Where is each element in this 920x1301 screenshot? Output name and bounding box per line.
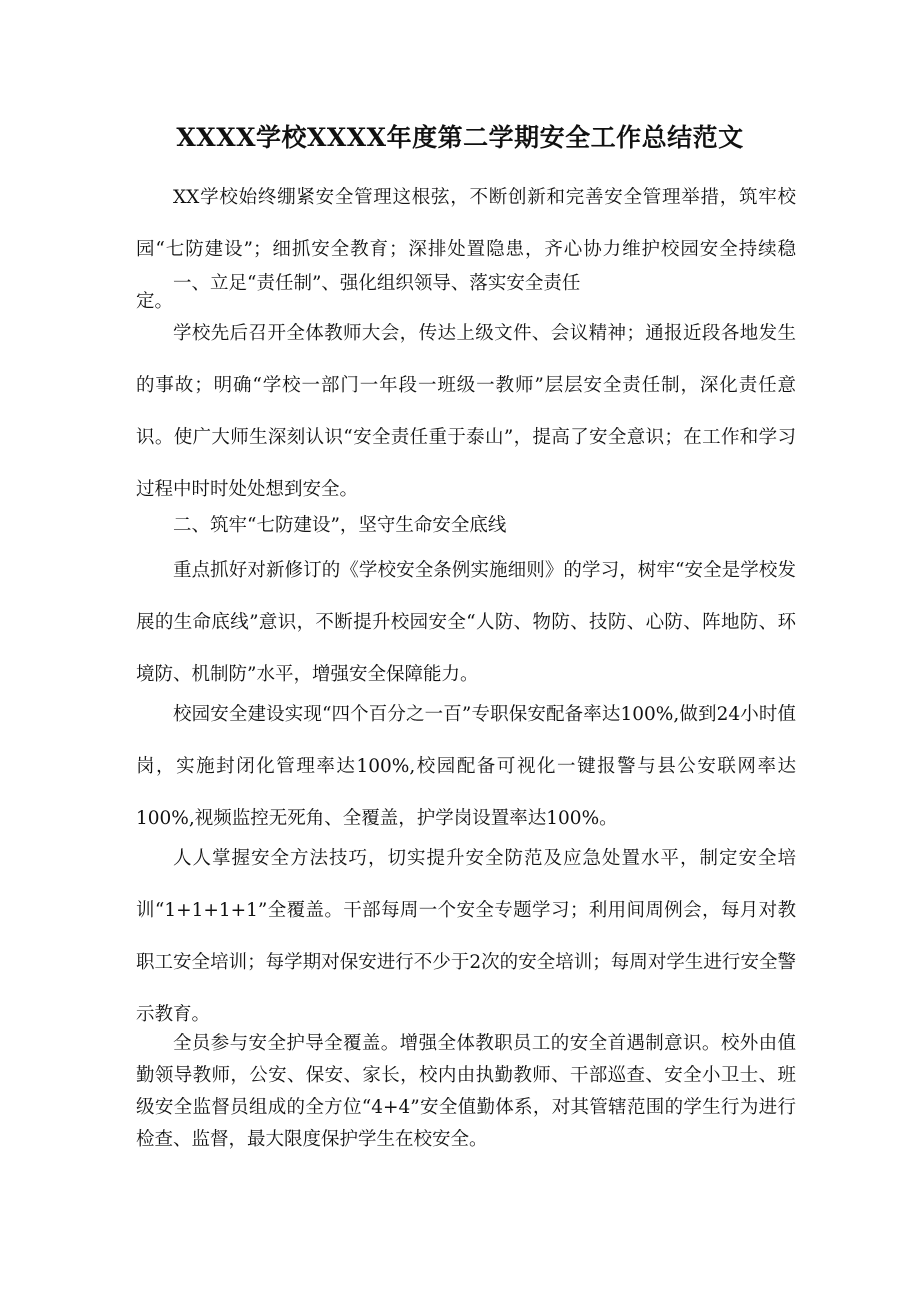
section-heading-1: 一、立足“责任制”、强化组织领导、落实安全责任 [173,273,581,294]
section-2-paragraph-1: 重点抓好对新修订的《学校安全条例实施细则》的学习，树牢“安全是学校发展的生命底线”意识，不断提升校园安全“人防、物防、技防、心防、阵地防、环境防、机制防”水平，增强安全保障能力。 [136,560,796,685]
document-title: XXXX学校XXXX年度第二学期安全工作总结范文 [176,123,744,152]
section-heading-2: 二、筑牢“七防建设”，坚守生命安全底线 [173,515,507,536]
section-2-paragraph-2: 校园安全建设实现“四个百分之一百”专职保安配备率达100%,做到24小时值岗，实施封闭化管理率达100%,校园配备可视化一键报警与县公安联网率达100%,视频监控无死角、全覆盖，护学岗设置率达100%。 [136,704,796,829]
section-2-paragraph-4: 全员参与安全护导全覆盖。增强全体教职员工的安全首遇制意识。校外由值勤领导教师，公安、保安、家长，校内由执勤教师、干部巡查、安全小卫士、班级安全监督员组成的全方位“4+4”安全值勤体系，对其管辖范围的学生行为进行检查、监督，最大限度保护学生在校安全。 [136,1033,796,1150]
section-2-paragraph-3: 人人掌握安全方法技巧，切实提升安全防范及应急处置水平，制定安全培训“1+1+1+1”全覆盖。干部每周一个安全专题学习；利用间周例会，每月对教职工安全培训；每学期对保安进行不少于2次的安全培训；每周对学生进行安全警示教育。 [136,848,796,1025]
section-1-paragraph: 学校先后召开全体教师大会，传达上级文件、会议精神；通报近段各地发生的事故；明确“学校一部门一年段一班级一教师”层层安全责任制，深化责任意识。使广大师生深刻认识“安全责任重于泰山”，提高了安全意识；在工作和学习过程中时时处处想到安全。 [136,323,796,500]
intro-paragraph: XX学校始终绷紧安全管理这根弦，不断创新和完善安全管理举措，筑牢校园“七防建设”；细抓安全教育；深排处置隐患，齐心协力维护校园安全持续稳定。 [136,187,796,312]
